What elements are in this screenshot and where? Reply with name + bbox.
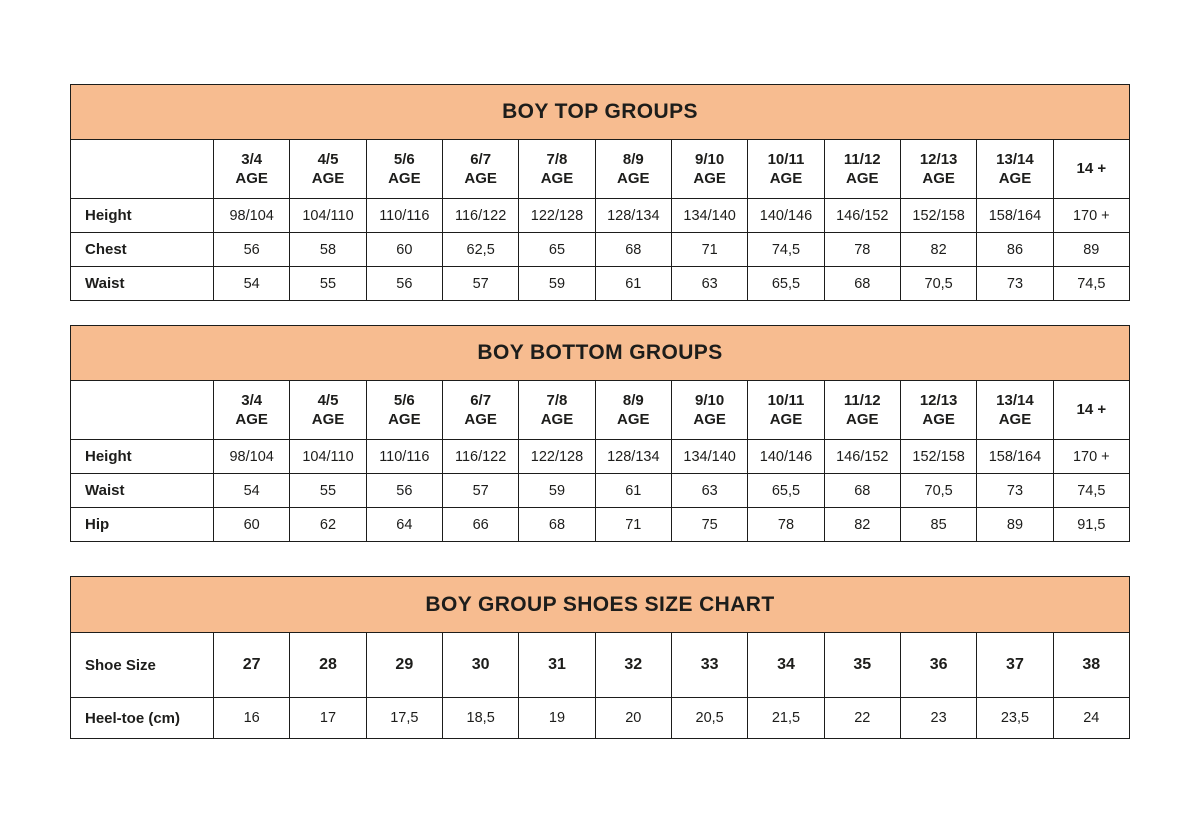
data-cell: 140/146 — [748, 199, 824, 233]
data-cell: 98/104 — [214, 440, 290, 474]
column-header: 3/4 AGE — [214, 140, 290, 199]
data-cell: 85 — [900, 508, 976, 542]
data-cell: 19 — [519, 698, 595, 739]
column-header: 14 + — [1053, 381, 1129, 440]
column-header: 35 — [824, 633, 900, 698]
column-header: 38 — [1053, 633, 1129, 698]
data-cell: 62,5 — [442, 233, 518, 267]
data-cell: 66 — [442, 508, 518, 542]
data-cell: 98/104 — [214, 199, 290, 233]
data-cell: 73 — [977, 474, 1053, 508]
column-header: 3/4 AGE — [214, 381, 290, 440]
data-cell: 146/152 — [824, 199, 900, 233]
header-row-label — [71, 140, 214, 199]
table-title-row — [71, 85, 1130, 140]
boy-shoes-size-table — [70, 576, 1130, 739]
column-header-row — [71, 633, 1130, 698]
data-cell: 59 — [519, 474, 595, 508]
data-cell: 134/140 — [671, 199, 747, 233]
data-cell: 60 — [214, 508, 290, 542]
table-title: BOY TOP GROUPS — [71, 85, 1130, 140]
data-cell: 82 — [824, 508, 900, 542]
data-cell: 54 — [214, 267, 290, 301]
data-cell: 59 — [519, 267, 595, 301]
data-cell: 89 — [1053, 233, 1129, 267]
column-header: 6/7 AGE — [442, 381, 518, 440]
column-header: 31 — [519, 633, 595, 698]
data-cell: 20,5 — [671, 698, 747, 739]
data-cell: 70,5 — [900, 474, 976, 508]
data-cell: 65 — [519, 233, 595, 267]
data-cell: 78 — [824, 233, 900, 267]
data-cell: 55 — [290, 474, 366, 508]
data-cell: 71 — [595, 508, 671, 542]
column-header: 8/9 AGE — [595, 140, 671, 199]
data-cell: 16 — [214, 698, 290, 739]
data-cell: 73 — [977, 267, 1053, 301]
column-header: 13/14 AGE — [977, 140, 1053, 199]
column-header: 13/14 AGE — [977, 381, 1053, 440]
data-cell: 110/116 — [366, 440, 442, 474]
column-header: 9/10 AGE — [671, 140, 747, 199]
data-cell: 63 — [671, 267, 747, 301]
row-label: Height — [71, 199, 214, 233]
data-cell: 146/152 — [824, 440, 900, 474]
row-label: Height — [71, 440, 214, 474]
row-label: Chest — [71, 233, 214, 267]
column-header: 34 — [748, 633, 824, 698]
data-cell: 86 — [977, 233, 1053, 267]
data-cell: 91,5 — [1053, 508, 1129, 542]
data-cell: 128/134 — [595, 440, 671, 474]
table-row — [71, 698, 1130, 739]
data-cell: 152/158 — [900, 199, 976, 233]
column-header: 33 — [671, 633, 747, 698]
data-cell: 65,5 — [748, 267, 824, 301]
data-cell: 18,5 — [442, 698, 518, 739]
data-cell: 70,5 — [900, 267, 976, 301]
column-header: 11/12 AGE — [824, 140, 900, 199]
table-row — [71, 474, 1130, 508]
table-row — [71, 440, 1130, 474]
column-header-row — [71, 381, 1130, 440]
row-label: Hip — [71, 508, 214, 542]
data-cell: 55 — [290, 267, 366, 301]
table-title-row — [71, 326, 1130, 381]
column-header: 12/13 AGE — [900, 140, 976, 199]
column-header: 29 — [366, 633, 442, 698]
table-row — [71, 199, 1130, 233]
data-cell: 23 — [900, 698, 976, 739]
data-cell: 54 — [214, 474, 290, 508]
data-cell: 17 — [290, 698, 366, 739]
column-header: 4/5 AGE — [290, 140, 366, 199]
data-cell: 21,5 — [748, 698, 824, 739]
column-header: 32 — [595, 633, 671, 698]
data-cell: 158/164 — [977, 440, 1053, 474]
data-cell: 64 — [366, 508, 442, 542]
data-cell: 57 — [442, 474, 518, 508]
data-cell: 58 — [290, 233, 366, 267]
column-header: 10/11 AGE — [748, 381, 824, 440]
data-cell: 56 — [366, 474, 442, 508]
data-cell: 61 — [595, 267, 671, 301]
column-header: 14 + — [1053, 140, 1129, 199]
column-header: 7/8 AGE — [519, 381, 595, 440]
boy-bottom-groups-table — [70, 325, 1130, 542]
column-header: 4/5 AGE — [290, 381, 366, 440]
data-cell: 75 — [671, 508, 747, 542]
data-cell: 56 — [214, 233, 290, 267]
data-cell: 74,5 — [1053, 267, 1129, 301]
data-cell: 23,5 — [977, 698, 1053, 739]
table-row — [71, 233, 1130, 267]
data-cell: 24 — [1053, 698, 1129, 739]
column-header: 5/6 AGE — [366, 381, 442, 440]
table-row — [71, 508, 1130, 542]
data-cell: 170 + — [1053, 199, 1129, 233]
column-header-row — [71, 140, 1130, 199]
data-cell: 74,5 — [748, 233, 824, 267]
data-cell: 82 — [900, 233, 976, 267]
row-label: Heel-toe (cm) — [71, 698, 214, 739]
data-cell: 74,5 — [1053, 474, 1129, 508]
data-cell: 116/122 — [442, 199, 518, 233]
data-cell: 140/146 — [748, 440, 824, 474]
column-header: 28 — [290, 633, 366, 698]
column-header: 37 — [977, 633, 1053, 698]
column-header: 10/11 AGE — [748, 140, 824, 199]
row-label: Waist — [71, 267, 214, 301]
data-cell: 63 — [671, 474, 747, 508]
header-row-label — [71, 381, 214, 440]
data-cell: 170 + — [1053, 440, 1129, 474]
column-header: 9/10 AGE — [671, 381, 747, 440]
table-title: BOY BOTTOM GROUPS — [71, 326, 1130, 381]
data-cell: 20 — [595, 698, 671, 739]
data-cell: 68 — [824, 267, 900, 301]
data-cell: 110/116 — [366, 199, 442, 233]
data-cell: 122/128 — [519, 440, 595, 474]
data-cell: 158/164 — [977, 199, 1053, 233]
header-row-label: Shoe Size — [71, 633, 214, 698]
column-header: 27 — [214, 633, 290, 698]
data-cell: 68 — [595, 233, 671, 267]
column-header: 7/8 AGE — [519, 140, 595, 199]
data-cell: 104/110 — [290, 440, 366, 474]
table-title-row — [71, 577, 1130, 633]
data-cell: 104/110 — [290, 199, 366, 233]
column-header: 12/13 AGE — [900, 381, 976, 440]
data-cell: 128/134 — [595, 199, 671, 233]
data-cell: 17,5 — [366, 698, 442, 739]
data-cell: 60 — [366, 233, 442, 267]
data-cell: 89 — [977, 508, 1053, 542]
data-cell: 68 — [519, 508, 595, 542]
column-header: 11/12 AGE — [824, 381, 900, 440]
data-cell: 116/122 — [442, 440, 518, 474]
table-title: BOY GROUP SHOES SIZE CHART — [71, 577, 1130, 633]
column-header: 5/6 AGE — [366, 140, 442, 199]
data-cell: 65,5 — [748, 474, 824, 508]
data-cell: 22 — [824, 698, 900, 739]
data-cell: 122/128 — [519, 199, 595, 233]
data-cell: 68 — [824, 474, 900, 508]
column-header: 36 — [900, 633, 976, 698]
data-cell: 78 — [748, 508, 824, 542]
data-cell: 62 — [290, 508, 366, 542]
boy-top-groups-table — [70, 84, 1130, 301]
column-header: 30 — [442, 633, 518, 698]
data-cell: 71 — [671, 233, 747, 267]
column-header: 6/7 AGE — [442, 140, 518, 199]
data-cell: 152/158 — [900, 440, 976, 474]
data-cell: 56 — [366, 267, 442, 301]
row-label: Waist — [71, 474, 214, 508]
column-header: 8/9 AGE — [595, 381, 671, 440]
table-row — [71, 267, 1130, 301]
data-cell: 57 — [442, 267, 518, 301]
data-cell: 61 — [595, 474, 671, 508]
data-cell: 134/140 — [671, 440, 747, 474]
